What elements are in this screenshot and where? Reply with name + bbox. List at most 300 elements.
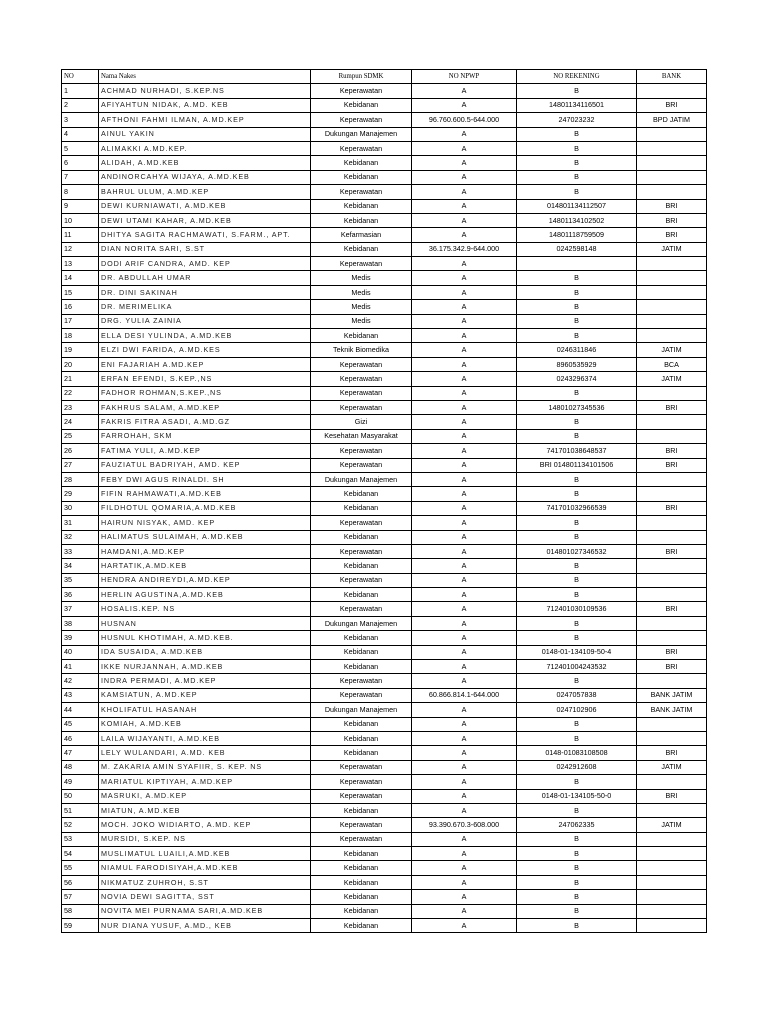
row-rumpun: Kebidanan xyxy=(311,199,412,213)
row-name: M. ZAKARIA AMIN SYAFIIR, S. KEP. NS xyxy=(99,760,311,774)
row-name: HENDRA ANDIREYDI,A.MD.KEP xyxy=(99,573,311,587)
row-rumpun: Keperawatan xyxy=(311,789,412,803)
row-name: NOVITA MEI PURNAMA SARI,A.MD.KEB xyxy=(99,904,311,918)
table-row xyxy=(62,847,707,861)
table-row xyxy=(62,242,707,256)
table-row xyxy=(62,156,707,170)
row-no: 44 xyxy=(62,703,99,717)
row-bank xyxy=(637,919,707,933)
row-bank xyxy=(637,832,707,846)
row-no: 17 xyxy=(62,314,99,328)
row-bank: BANK JATIM xyxy=(637,703,707,717)
row-npwp: A xyxy=(412,458,517,472)
row-npwp: A xyxy=(412,760,517,774)
row-npwp: A xyxy=(412,170,517,184)
row-bank xyxy=(637,516,707,530)
row-rekening: 0148-01-134105-50-0 xyxy=(517,789,637,803)
row-no: 12 xyxy=(62,242,99,256)
row-rekening: 0148-01083108508 xyxy=(517,746,637,760)
row-npwp: A xyxy=(412,919,517,933)
table-row xyxy=(62,314,707,328)
row-name: MUSLIMATUL LUAILI,A.MD.KEB xyxy=(99,847,311,861)
row-rumpun: Kebidanan xyxy=(311,329,412,343)
row-no: 38 xyxy=(62,616,99,630)
table-row xyxy=(62,602,707,616)
row-rumpun: Keperawatan xyxy=(311,516,412,530)
row-rekening: B xyxy=(517,487,637,501)
row-no: 45 xyxy=(62,717,99,731)
row-rumpun: Keperawatan xyxy=(311,458,412,472)
row-bank xyxy=(637,530,707,544)
row-rumpun: Medis xyxy=(311,300,412,314)
row-name: FAKHRUS SALAM, A.MD.KEP xyxy=(99,400,311,414)
row-name: HUSNAN xyxy=(99,616,311,630)
row-rumpun: Kebidanan xyxy=(311,501,412,515)
row-no: 30 xyxy=(62,501,99,515)
row-bank: BRI xyxy=(637,458,707,472)
row-no: 9 xyxy=(62,199,99,213)
row-no: 10 xyxy=(62,213,99,227)
table-row xyxy=(62,213,707,227)
row-npwp: A xyxy=(412,516,517,530)
row-rekening: 14801134116501 xyxy=(517,98,637,112)
row-bank: BRI xyxy=(637,400,707,414)
row-bank xyxy=(637,314,707,328)
table-row xyxy=(62,688,707,702)
row-no: 18 xyxy=(62,329,99,343)
row-rekening: 014801134112507 xyxy=(517,199,637,213)
row-bank: BRI xyxy=(637,444,707,458)
row-npwp: A xyxy=(412,141,517,155)
table-row xyxy=(62,415,707,429)
row-bank: BRI xyxy=(637,98,707,112)
row-rekening: B xyxy=(517,314,637,328)
row-name: ALIMAKKI A.MD.KEP. xyxy=(99,141,311,155)
row-rekening: B xyxy=(517,84,637,98)
row-no: 19 xyxy=(62,343,99,357)
row-rumpun: Keperawatan xyxy=(311,257,412,271)
row-name: FADHOR ROHMAN,S.KEP.,NS xyxy=(99,386,311,400)
row-rekening: 8960535929 xyxy=(517,357,637,371)
row-rumpun: Dukungan Manajemen xyxy=(311,703,412,717)
header-no: NO xyxy=(62,70,99,84)
row-name: DEWI KURNIAWATI, A.MD.KEB xyxy=(99,199,311,213)
row-name: FAKRIS FITRA ASADI, A.MD.GZ xyxy=(99,415,311,429)
table-row xyxy=(62,717,707,731)
row-npwp: A xyxy=(412,616,517,630)
row-no: 31 xyxy=(62,516,99,530)
row-rumpun: Kesehatan Masyarakat xyxy=(311,429,412,443)
nakes-table xyxy=(61,69,707,933)
row-rumpun: Keperawatan xyxy=(311,573,412,587)
row-bank xyxy=(637,573,707,587)
row-rumpun: Kebidanan xyxy=(311,746,412,760)
row-name: NIAMUL FARODISIYAH,A.MD.KEB xyxy=(99,861,311,875)
row-npwp: A xyxy=(412,329,517,343)
table-row xyxy=(62,573,707,587)
row-name: ERFAN EFENDI, S.KEP.,NS xyxy=(99,372,311,386)
row-npwp: A xyxy=(412,674,517,688)
table-row xyxy=(62,501,707,515)
row-rumpun: Keperawatan xyxy=(311,544,412,558)
row-npwp: A xyxy=(412,271,517,285)
row-rumpun: Kebidanan xyxy=(311,890,412,904)
row-bank xyxy=(637,631,707,645)
row-name: MURSIDI, S.KEP. NS xyxy=(99,832,311,846)
table-row xyxy=(62,372,707,386)
row-name: FARROHAH, SKM xyxy=(99,429,311,443)
table-row xyxy=(62,300,707,314)
row-name: HOSALIS.KEP. NS xyxy=(99,602,311,616)
row-rumpun: Kebidanan xyxy=(311,588,412,602)
row-rekening: 0243296374 xyxy=(517,372,637,386)
row-bank: JATIM xyxy=(637,343,707,357)
table-body xyxy=(62,84,707,933)
row-npwp: A xyxy=(412,890,517,904)
row-no: 28 xyxy=(62,472,99,486)
row-rekening: 0246311846 xyxy=(517,343,637,357)
row-npwp: A xyxy=(412,861,517,875)
row-rumpun: Keperawatan xyxy=(311,113,412,127)
row-rekening: 712401004243532 xyxy=(517,660,637,674)
row-rumpun: Kebidanan xyxy=(311,847,412,861)
table-row xyxy=(62,185,707,199)
row-rekening: B xyxy=(517,616,637,630)
table-row xyxy=(62,703,707,717)
row-name: DEWI UTAMI KAHAR, A.MD.KEB xyxy=(99,213,311,227)
row-bank xyxy=(637,156,707,170)
row-no: 58 xyxy=(62,904,99,918)
row-npwp: A xyxy=(412,84,517,98)
row-name: HAIRUN NISYAK, AMD. KEP xyxy=(99,516,311,530)
row-rekening: B xyxy=(517,847,637,861)
row-npwp: A xyxy=(412,544,517,558)
table-row xyxy=(62,559,707,573)
row-npwp: A xyxy=(412,357,517,371)
row-rumpun: Kebidanan xyxy=(311,559,412,573)
row-npwp: A xyxy=(412,98,517,112)
row-name: LAILA WIJAYANTI, A.MD.KEB xyxy=(99,731,311,745)
row-bank xyxy=(637,271,707,285)
row-name: AINUL YAKIN xyxy=(99,127,311,141)
row-bank: BRI xyxy=(637,645,707,659)
row-bank xyxy=(637,861,707,875)
table-row xyxy=(62,329,707,343)
row-no: 16 xyxy=(62,300,99,314)
row-bank xyxy=(637,84,707,98)
table-row xyxy=(62,731,707,745)
row-rumpun: Medis xyxy=(311,285,412,299)
row-bank: JATIM xyxy=(637,242,707,256)
row-name: MASRUKI, A.MD.KEP xyxy=(99,789,311,803)
row-rekening: 0148-01-134109-50-4 xyxy=(517,645,637,659)
row-rumpun: Keperawatan xyxy=(311,357,412,371)
row-no: 32 xyxy=(62,530,99,544)
table-row xyxy=(62,875,707,889)
row-name: NIKMATUZ ZUHROH, S.ST xyxy=(99,875,311,889)
row-no: 40 xyxy=(62,645,99,659)
row-name: FEBY DWI AGUS RINALDI. SH xyxy=(99,472,311,486)
header-name: Nama Nakes xyxy=(99,70,311,84)
row-no: 1 xyxy=(62,84,99,98)
table-row xyxy=(62,746,707,760)
row-bank xyxy=(637,257,707,271)
row-rekening: B xyxy=(517,516,637,530)
row-rumpun: Gizi xyxy=(311,415,412,429)
row-name: DODI ARIF CANDRA, AMD. KEP xyxy=(99,257,311,271)
table-row xyxy=(62,357,707,371)
row-name: ALIDAH, A.MD.KEB xyxy=(99,156,311,170)
row-rumpun: Dukungan Manajemen xyxy=(311,472,412,486)
row-no: 41 xyxy=(62,660,99,674)
row-rekening: B xyxy=(517,141,637,155)
table-row xyxy=(62,919,707,933)
row-no: 46 xyxy=(62,731,99,745)
row-rumpun: Kebidanan xyxy=(311,803,412,817)
row-bank xyxy=(637,875,707,889)
row-rekening: B xyxy=(517,185,637,199)
row-no: 6 xyxy=(62,156,99,170)
row-no: 25 xyxy=(62,429,99,443)
row-npwp: A xyxy=(412,717,517,731)
row-npwp: A xyxy=(412,746,517,760)
row-bank xyxy=(637,329,707,343)
row-bank: JATIM xyxy=(637,818,707,832)
row-bank: BRI xyxy=(637,746,707,760)
row-rekening: B xyxy=(517,386,637,400)
row-rekening: 247023232 xyxy=(517,113,637,127)
row-bank xyxy=(637,429,707,443)
row-bank xyxy=(637,285,707,299)
table-row xyxy=(62,775,707,789)
row-rekening: 741701032966539 xyxy=(517,501,637,515)
row-rekening: B xyxy=(517,861,637,875)
row-bank: BANK JATIM xyxy=(637,688,707,702)
row-name: FIFIN RAHMAWATI,A.MD.KEB xyxy=(99,487,311,501)
row-npwp: A xyxy=(412,775,517,789)
row-rumpun: Kebidanan xyxy=(311,731,412,745)
table-row xyxy=(62,645,707,659)
row-rekening: B xyxy=(517,904,637,918)
row-npwp: A xyxy=(412,789,517,803)
row-rumpun: Keperawatan xyxy=(311,386,412,400)
row-no: 5 xyxy=(62,141,99,155)
header-rekening: NO REKENING xyxy=(517,70,637,84)
row-bank xyxy=(637,890,707,904)
row-rekening: B xyxy=(517,429,637,443)
row-bank xyxy=(637,472,707,486)
row-name: ELLA DESI YULINDA, A.MD.KEB xyxy=(99,329,311,343)
row-rumpun: Dukungan Manajemen xyxy=(311,127,412,141)
row-rekening: 014801027346532 xyxy=(517,544,637,558)
row-bank: BRI xyxy=(637,228,707,242)
row-no: 56 xyxy=(62,875,99,889)
row-npwp: A xyxy=(412,573,517,587)
row-no: 55 xyxy=(62,861,99,875)
row-npwp: A xyxy=(412,185,517,199)
table-row xyxy=(62,516,707,530)
row-rekening: 14801134102502 xyxy=(517,213,637,227)
row-npwp: A xyxy=(412,400,517,414)
row-name: FAUZIATUL BADRIYAH, AMD. KEP xyxy=(99,458,311,472)
row-rumpun: Keperawatan xyxy=(311,185,412,199)
row-rumpun: Keperawatan xyxy=(311,372,412,386)
row-rumpun: Dukungan Manajemen xyxy=(311,616,412,630)
row-npwp: A xyxy=(412,875,517,889)
row-rekening: B xyxy=(517,919,637,933)
row-rumpun: Kebidanan xyxy=(311,717,412,731)
row-name: NUR DIANA YUSUF, A.MD., KEB xyxy=(99,919,311,933)
row-bank xyxy=(637,487,707,501)
row-rekening: 741701038648537 xyxy=(517,444,637,458)
row-name: HUSNUL KHOTIMAH, A.MD.KEB. xyxy=(99,631,311,645)
row-npwp: A xyxy=(412,156,517,170)
row-rekening: B xyxy=(517,285,637,299)
table-row xyxy=(62,832,707,846)
row-bank xyxy=(637,616,707,630)
row-npwp: A xyxy=(412,199,517,213)
row-npwp: 60.866.814.1-644.000 xyxy=(412,688,517,702)
row-rumpun: Kebidanan xyxy=(311,98,412,112)
table-row xyxy=(62,458,707,472)
row-rekening: B xyxy=(517,717,637,731)
row-bank xyxy=(637,559,707,573)
row-npwp: A xyxy=(412,703,517,717)
row-rumpun: Keperawatan xyxy=(311,775,412,789)
row-rumpun: Kebidanan xyxy=(311,875,412,889)
row-npwp: A xyxy=(412,559,517,573)
row-rekening: B xyxy=(517,731,637,745)
row-rumpun: Keperawatan xyxy=(311,444,412,458)
row-rekening: 0247102906 xyxy=(517,703,637,717)
row-npwp: A xyxy=(412,343,517,357)
row-rekening: 0242912608 xyxy=(517,760,637,774)
row-name: ANDINORCAHYA WIJAYA, A.MD.KEB xyxy=(99,170,311,184)
row-rumpun: Kebidanan xyxy=(311,861,412,875)
table-row xyxy=(62,98,707,112)
row-rumpun: Kebidanan xyxy=(311,213,412,227)
row-bank xyxy=(637,775,707,789)
row-bank xyxy=(637,185,707,199)
row-npwp: A xyxy=(412,372,517,386)
table-row xyxy=(62,487,707,501)
row-npwp: A xyxy=(412,127,517,141)
row-no: 48 xyxy=(62,760,99,774)
row-name: DR. MERIMELIKA xyxy=(99,300,311,314)
row-npwp: A xyxy=(412,660,517,674)
row-no: 24 xyxy=(62,415,99,429)
row-npwp: A xyxy=(412,904,517,918)
row-bank xyxy=(637,170,707,184)
row-rumpun: Kebidanan xyxy=(311,904,412,918)
row-no: 53 xyxy=(62,832,99,846)
row-rekening xyxy=(517,257,637,271)
row-name: LELY WULANDARI, A.MD. KEB xyxy=(99,746,311,760)
table-row xyxy=(62,472,707,486)
row-no: 52 xyxy=(62,818,99,832)
row-bank: JATIM xyxy=(637,760,707,774)
row-rumpun: Kebidanan xyxy=(311,660,412,674)
row-name: BAHRUL ULUM, A.MD.KEP xyxy=(99,185,311,199)
row-no: 54 xyxy=(62,847,99,861)
table-row xyxy=(62,803,707,817)
row-rumpun: Keperawatan xyxy=(311,674,412,688)
row-bank: BRI xyxy=(637,544,707,558)
row-bank: BCA xyxy=(637,357,707,371)
table-row xyxy=(62,400,707,414)
row-npwp: A xyxy=(412,731,517,745)
row-npwp: A xyxy=(412,501,517,515)
row-npwp: A xyxy=(412,487,517,501)
header-row xyxy=(62,70,707,84)
row-npwp: A xyxy=(412,228,517,242)
row-npwp: A xyxy=(412,530,517,544)
row-no: 4 xyxy=(62,127,99,141)
row-bank xyxy=(637,674,707,688)
row-no: 14 xyxy=(62,271,99,285)
header-bank: BANK xyxy=(637,70,707,84)
row-no: 42 xyxy=(62,674,99,688)
row-npwp: 36.175.342.9-644.000 xyxy=(412,242,517,256)
row-rumpun: Teknik Biomedika xyxy=(311,343,412,357)
row-rekening: 247062335 xyxy=(517,818,637,832)
row-no: 13 xyxy=(62,257,99,271)
row-no: 8 xyxy=(62,185,99,199)
row-name: MARIATUL KIPTIYAH, A.MD.KEP xyxy=(99,775,311,789)
row-bank xyxy=(637,127,707,141)
row-name: KHOLIFATUL HASANAH xyxy=(99,703,311,717)
row-npwp: 96.760.600.5-644.000 xyxy=(412,113,517,127)
row-rumpun: Keperawatan xyxy=(311,818,412,832)
row-no: 59 xyxy=(62,919,99,933)
row-rekening: B xyxy=(517,832,637,846)
row-rekening: 712401030109536 xyxy=(517,602,637,616)
row-npwp: A xyxy=(412,314,517,328)
row-bank: JATIM xyxy=(637,372,707,386)
row-name: IKKE NURJANNAH, A.MD.KEB xyxy=(99,660,311,674)
row-rekening: B xyxy=(517,156,637,170)
table-row xyxy=(62,228,707,242)
row-rumpun: Kebidanan xyxy=(311,170,412,184)
row-npwp: A xyxy=(412,847,517,861)
table-row xyxy=(62,890,707,904)
table-row xyxy=(62,113,707,127)
row-rumpun: Kebidanan xyxy=(311,631,412,645)
row-no: 33 xyxy=(62,544,99,558)
row-no: 21 xyxy=(62,372,99,386)
row-name: HARTATIK,A.MD.KEB xyxy=(99,559,311,573)
row-rumpun: Keperawatan xyxy=(311,141,412,155)
row-no: 20 xyxy=(62,357,99,371)
row-rekening: B xyxy=(517,559,637,573)
row-name: NOVIA DEWI SAGITTA, SST xyxy=(99,890,311,904)
row-name: AFTHONI FAHMI ILMAN, A.MD.KEP xyxy=(99,113,311,127)
row-no: 43 xyxy=(62,688,99,702)
row-rekening: B xyxy=(517,415,637,429)
row-name: INDRA PERMADI, A.MD.KEP xyxy=(99,674,311,688)
row-rumpun: Keperawatan xyxy=(311,760,412,774)
row-npwp: A xyxy=(412,257,517,271)
row-rekening: B xyxy=(517,631,637,645)
row-rekening: BRI 014801134101506 xyxy=(517,458,637,472)
row-no: 3 xyxy=(62,113,99,127)
row-no: 51 xyxy=(62,803,99,817)
table-row xyxy=(62,199,707,213)
row-name: ENI FAJARIAH A.MD.KEP xyxy=(99,357,311,371)
row-bank: BRI xyxy=(637,789,707,803)
row-no: 50 xyxy=(62,789,99,803)
row-no: 26 xyxy=(62,444,99,458)
